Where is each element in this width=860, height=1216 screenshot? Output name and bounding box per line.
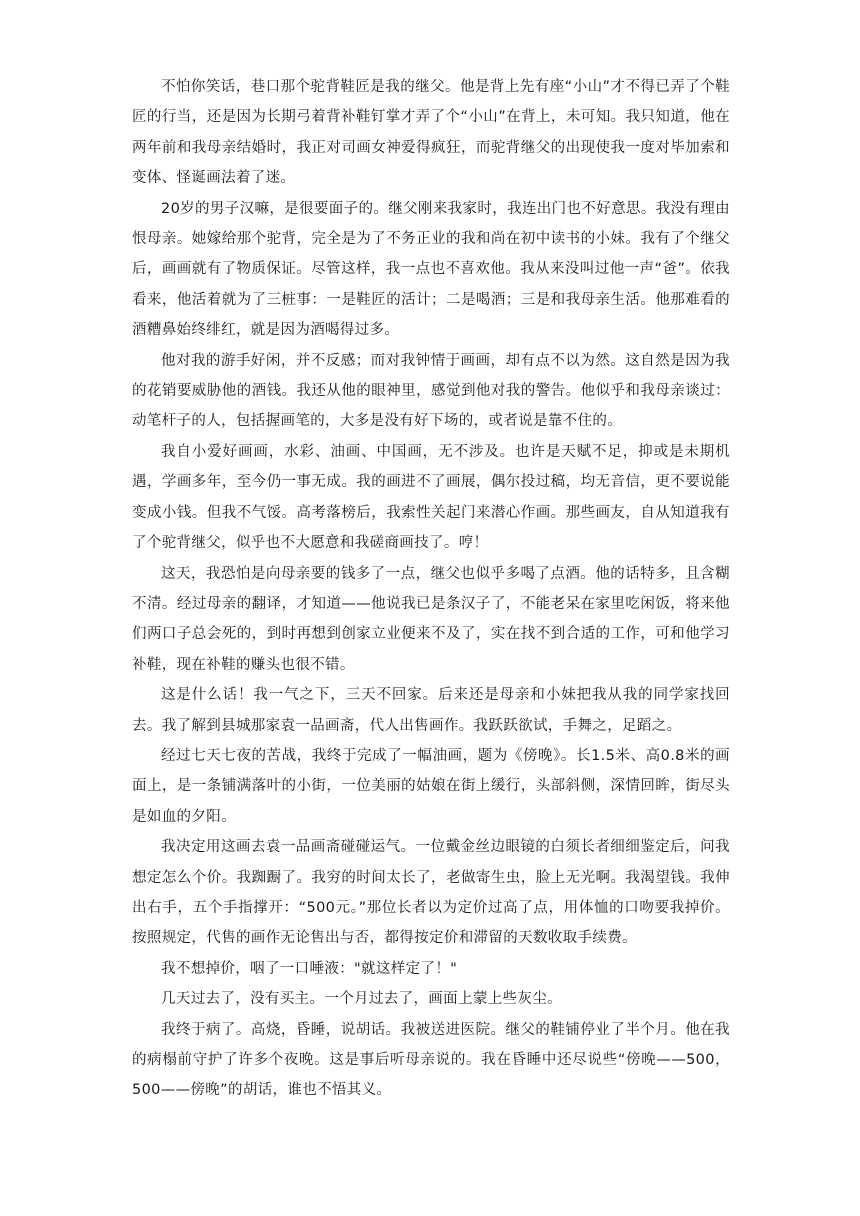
paragraph-10: 几天过去了，没有买主。一个月过去了，画面上蒙上些灰尘。 [161, 991, 562, 1008]
paragraph-7: 经过七天七夜的苦战，我终于完成了一幅油画，题为《傍晚》。长1.5米、高0.8米的画面上，是一条铺满落叶的小街，一位美丽的姑娘在街上缓行，头部斜侧，深情回眸，街尽头是如血的夕阳。 [132, 747, 730, 825]
article-body [132, 72, 730, 1106]
paragraph-5: 这天，我恐怕是向母亲要的钱多了一点，继父也似乎多喝了点酒。他的话特多，且含糊不清。经过母亲的翻译，才知道——他说我已是条汉子了，不能老呆在家里吃闲饭，将来他们两口子总会死的，到时再想到创家立业便来不及了，实在找不到合适的工作，可和他学习补鞋，现在补鞋的赚头也很不错。 [132, 565, 730, 673]
paragraph-2: 20岁的男子汉嘛，是很要面子的。继父刚来我家时，我连出门也不好意思。我没有理由恨母亲。她嫁给那个驼背，完全是为了不务正业的我和尚在初中读书的小妹。我有了个继父后，画画就有了物质保证。尽管这样，我一点也不喜欢他。我从来没叫过他一声“爸”。依我看来，他活着就为了三桩事：一是鞋匠的活计；二是喝酒；三是和我母亲生活。他那难看的酒糟鼻始终绯红，就是因为酒喝得过多。 [132, 200, 730, 339]
paragraph-3: 他对我的游手好闲，并不反感；而对我钟情于画画，却有点不以为然。这自然是因为我的花销要威胁他的酒钱。我还从他的眼神里，感觉到他对我的警告。他似乎和我母亲谈过：动笔杆子的人，包括握画笔的，大多是没有好下场的，或者说是靠不住的。 [132, 352, 730, 430]
paragraph-8: 我决定用这画去袁一品画斋碰碰运气。一位戴金丝边眼镜的白须长者细细鉴定后，问我想定怎么个价。我踟蹰了。我穷的时间太长了，老做寄生虫，脸上无光啊。我渴望钱。我伸出右手，五个手指撑开：“500元。”那位长者以为定价过高了点，用体恤的口吻要我掉价。按照规定，代售的画作无论售出与否，都得按定价和滞留的天数收取手续费。 [132, 839, 730, 947]
paragraph-11: 我终于病了。高烧，昏睡，说胡话。我被送进医院。继父的鞋铺停业了半个月。他在我的病榻前守护了许多个夜晚。这是事后听母亲说的。我在昏睡中还尽说些“傍晚——500，500——傍晚”的胡话，谁也不悟其义。 [132, 1021, 730, 1099]
paragraph-4: 我自小爱好画画，水彩、油画、中国画，无不涉及。也许是天赋不足，抑或是未期机遇，学画多年，至今仍一事无成。我的画进不了画展，偶尔投过稿，均无音信，更不要说能变成小钱。但我不气馁。高考落榜后，我索性关起门来潜心作画。那些画友，自从知道我有了个驼背继父，似乎也不大愿意和我磋商画技了。哼！ [132, 443, 730, 552]
paragraph-9: 我不想掉价，咽了一口唾液："就这样定了！" [161, 960, 458, 977]
paragraph-6: 这是什么话！我一气之下，三天不回家。后来还是母亲和小妹把我从我的同学家找回去。我了解到县城那家袁一品画斋，代人出售画作。我跃跃欲试，手舞之，足蹈之。 [132, 687, 730, 734]
paragraph-1: 不怕你笑话，巷口那个驼背鞋匠是我的继父。他是背上先有座“小山”才不得已弄了个鞋匠的行当，还是因为长期弓着背补鞋钉掌才弄了个“小山”在背上，未可知。我只知道，他在两年前和我母亲结婚时，我正对司画女神爱得疯狂，而驼背继父的出现使我一度对毕加索和变体、怪诞画法着了迷。 [132, 79, 730, 187]
